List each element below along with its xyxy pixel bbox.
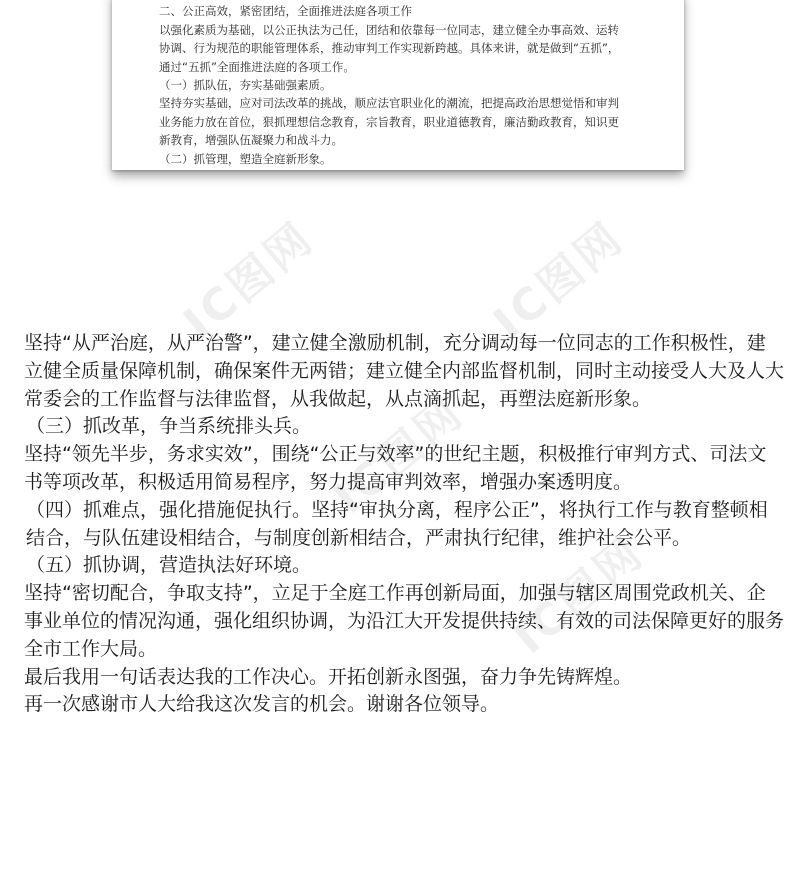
preview-line: 坚持夯实基础，应对司法改革的挑战，顺应法官职业化的潮流，把提高政治思想觉悟和审判 <box>159 96 619 111</box>
paragraph: 再一次感谢市人大给我这次发言的机会。谢谢各位领导。 <box>24 693 500 716</box>
preview-line: 以强化素质为基础，以公正执法为己任，团结和依靠每一位同志，建立健全办事高效、运转 <box>159 22 619 37</box>
paragraph: 坚持“密切配合，争取支持”，立足于全庭工作再创新局面，加强与辖区周围党政机关、企事业单位的情况沟通，强化组织协调，为沿江大开发提供持续、有效的司法保障更好的服务全市工作大局。 <box>24 582 785 660</box>
document-body <box>24 330 784 719</box>
paragraph: 最后我用一句话表达我的工作决心。开拓创新永图强，奋力争先铸辉煌。 <box>24 665 633 688</box>
preview-line: 通过“五抓”全面推进法庭的各项工作。 <box>159 59 355 74</box>
preview-line: 新教育，增强队伍凝聚力和战斗力。 <box>159 133 343 148</box>
preview-text-block <box>159 0 659 168</box>
paragraph: （四）抓难点，强化措施促执行。坚持“审执分离，程序公正”，将执行工作与教育整顿相结合，与队伍建设相结合，与制度创新相结合，严肃执行纪律，维护社会公平。 <box>26 498 768 549</box>
watermark-logo: IC图网 <box>174 211 325 350</box>
paragraph: 坚持“领先半步，务求实效”，围绕“公正与效率”的世纪主题，积极推行审判方式、司法文书等项改革，积极适用简易程序，努力提高审判效率，增强办案透明度。 <box>24 443 767 493</box>
section-heading: （五）抓协调，营造执法好环境。 <box>26 554 312 577</box>
preview-line: （一）抓队伍，夯实基础强素质。 <box>159 77 332 92</box>
preview-line: 协调、行为规范的职能管理体系，推动审判工作实现新跨越。具体来讲，就是做到“五抓”， <box>159 41 620 56</box>
paragraph: 坚持“从严治庭，从严治警”，建立健全激励机制，充分调动每一位同志的工作积极性，建立健全质量保障机制，确保案件无两错；建立健全内部监督机制，同时主动接受人大及人大常委会的工作监督与法律监督，从我做起，从点滴抓起，再塑法庭新形象。 <box>24 332 785 410</box>
preview-line: 二、公正高效，紧密团结，全面推进法庭各项工作 <box>159 4 412 19</box>
document-preview-card <box>112 0 684 170</box>
watermark-logo: IC图网 <box>324 386 475 525</box>
watermark-logo: IC图网 <box>484 211 635 350</box>
watermark-logo: IC图网 <box>504 526 655 665</box>
preview-line: （二）抓管理，塑造全庭新形象。 <box>159 151 332 166</box>
section-heading: （三）抓改革，争当系统排头兵。 <box>26 415 312 438</box>
preview-line: 业务能力放在首位，狠抓理想信念教育，宗旨教育，职业道德教育，廉洁勤政教育，知识更 <box>159 114 619 129</box>
